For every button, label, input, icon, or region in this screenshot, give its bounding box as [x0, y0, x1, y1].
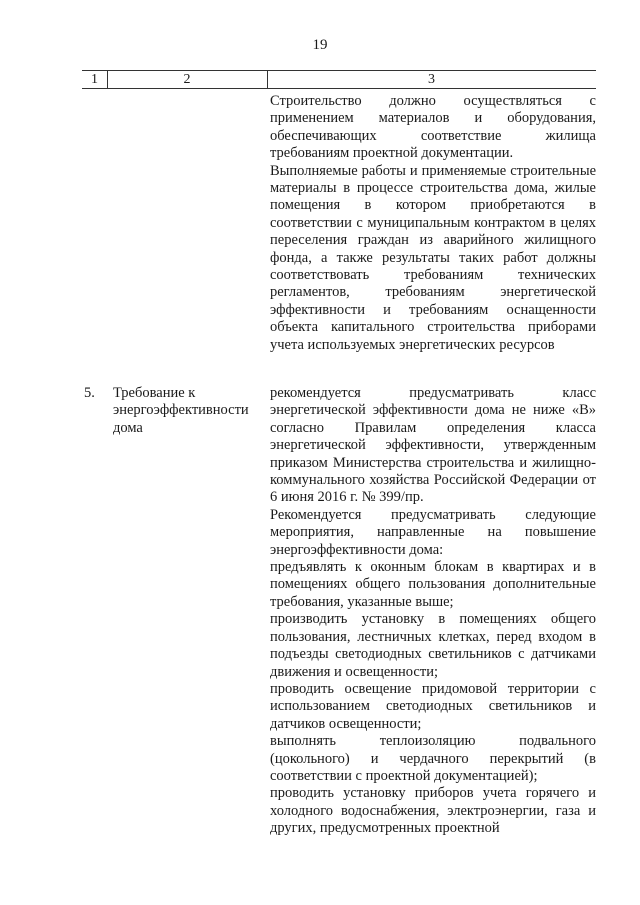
paragraph: предъявлять к оконным блокам в квартирах и в помещениях общего пользования дополнительные требования, указанные выше;: [270, 559, 596, 610]
table-header-row: [82, 70, 596, 89]
table-header-col-1: 1: [82, 71, 108, 88]
row-number: 5.: [84, 385, 95, 401]
paragraph: производить установку в помещениях общего пользования, лестничных клетках, перед входом в подъезды светодиодных светильников с датчиками движения и освещенности;: [270, 611, 596, 680]
paragraph: Выполняемые работы и применяемые строительные материалы в процессе строительства дома, жилые помещения в котором приобретаются в соответствии с муниципальным контрактом в целях переселения граждан из аварийного жилищного фонда, а также результаты таких работ должны соответствовать требованиям технических регламентов, требованиям энергетической эффективности и требованиям оснащенности объекта капитального строительства приборами учета используемых энергетических ресурсов: [270, 162, 596, 353]
continued-row-text: [270, 93, 596, 354]
table-header-col-2: 2: [107, 71, 268, 88]
requirement-text: [270, 385, 596, 838]
table-header-col-3: 3: [428, 72, 435, 87]
paragraph: выполнять теплоизоляцию подвального (цокольного) и чердачного перекрытий (в соответствии с проектной документацией);: [270, 733, 596, 784]
paragraph: проводить установку приборов учета горячего и холодного водоснабжения, электроэнергии, газа и других, предусмотренных проектной: [270, 785, 596, 837]
paragraph: Рекомендуется предусматривать следующие мероприятия, направленные на повышение энергоэффективности дома:: [270, 506, 596, 558]
paragraph: Строительство должно осуществляться с применением материалов и оборудования, обеспечивающих соответствие жилища требованиям проектной документации.: [270, 93, 596, 162]
paragraph: проводить освещение придомовой территории с использованием светодиодных светильников и датчиков освещенности;: [270, 680, 596, 732]
page-number: 19: [312, 37, 328, 53]
requirement-name: Требование к энергоэффективности дома: [113, 385, 249, 436]
paragraph: рекомендуется предусматривать класс энергетической эффективности дома не ниже «В» согласно Правилам определения класса энергетической эффективности, утвержденным приказом Министерства строительства и жилищно-коммунального хозяйства Российской Федерации от 6 июня 2016 г. № 399/пр.: [270, 385, 596, 506]
